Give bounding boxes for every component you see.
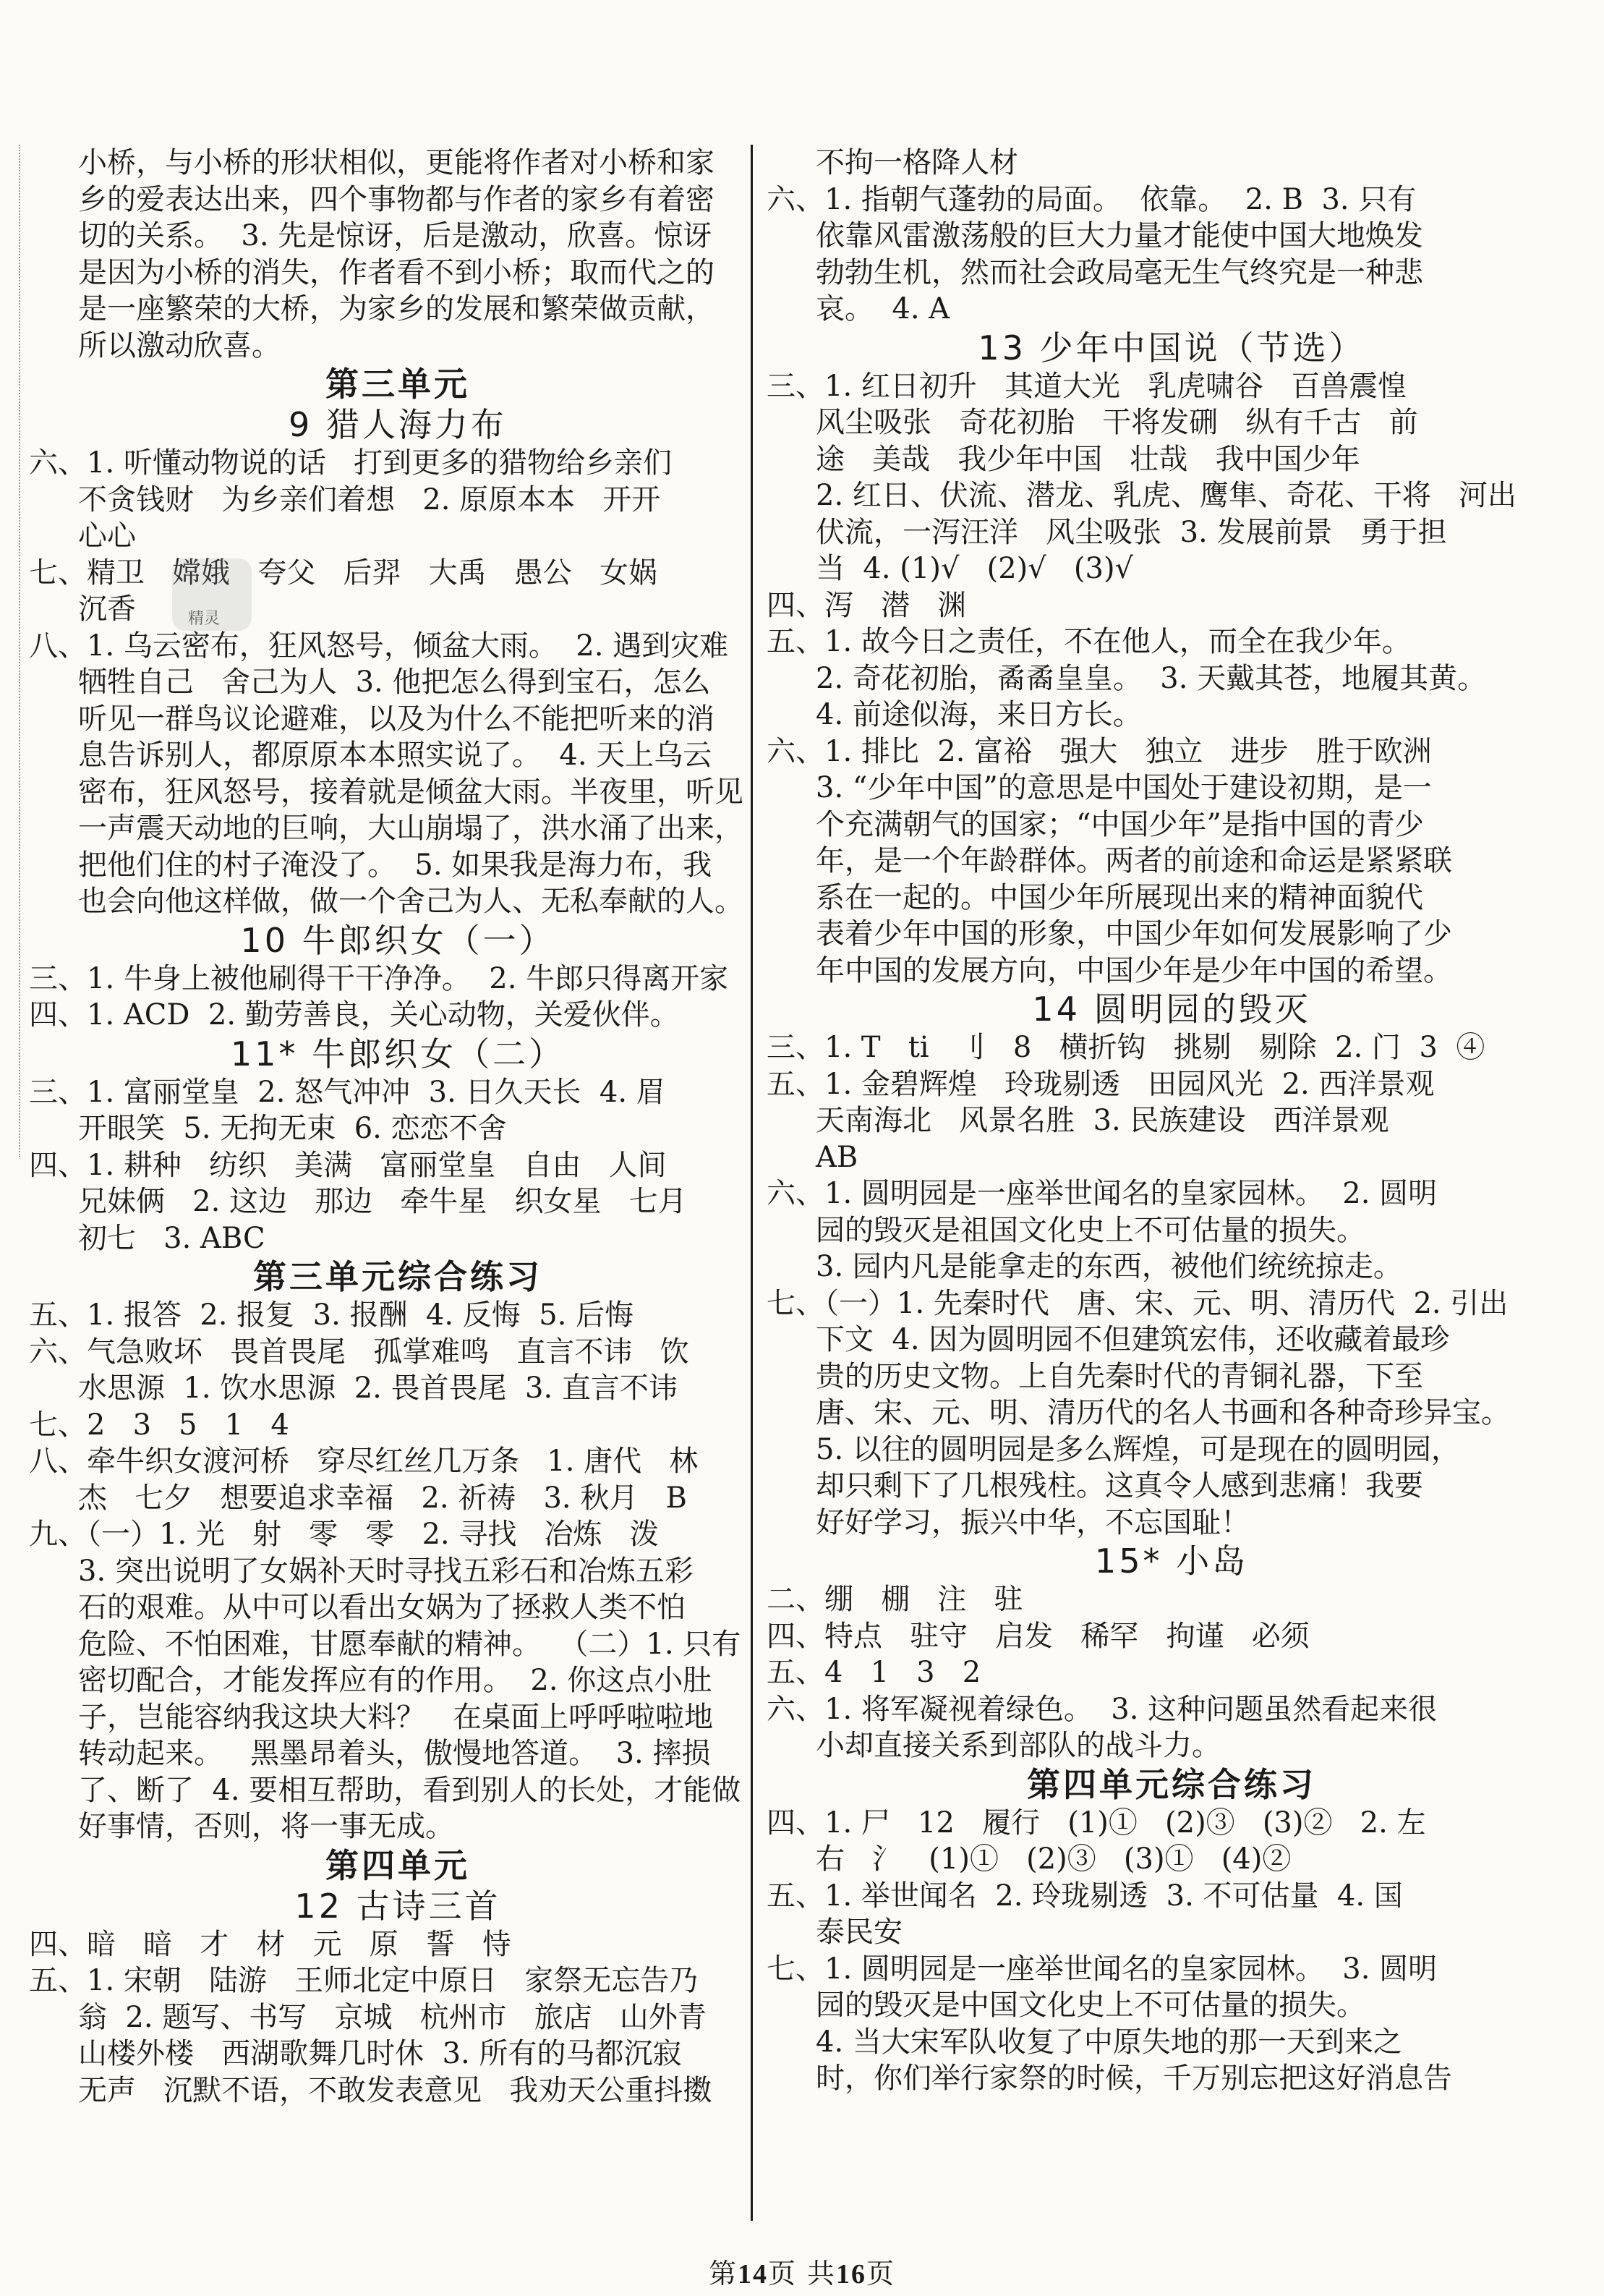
answer-line: 小桥，与小桥的形状相似，更能将作者对小桥和家 — [78, 146, 714, 179]
section-heading: 第四单元 — [325, 1845, 470, 1885]
answer-line: 开眼笑 5. 无拘无束 6. 恋恋不舍 — [78, 1112, 507, 1145]
lesson-title: 13 少年中国说（节选） — [978, 328, 1365, 367]
section-heading: 第三单元 — [325, 365, 470, 404]
answer-line: 六、1. 排比 2. 富裕 强大 独立 进步 胜于欧洲 — [767, 734, 1432, 768]
answer-line: AB — [816, 1140, 858, 1174]
answer-line: 也会向他这样做，做一个舍己为人、无私奉献的人。 — [78, 885, 743, 918]
answer-line: 是一座繁荣的大桥，为家乡的发展和繁荣做贡献， — [78, 292, 714, 326]
answer-line: 四、泻 潜 渊 — [767, 588, 967, 622]
footer-page-number: 14 — [737, 2259, 768, 2289]
answer-line: 不贪钱财 为乡亲们着想 2. 原原本本 开开 — [78, 482, 661, 516]
answer-line: 乡的爱表达出来，四个事物都与作者的家乡有着密 — [78, 182, 714, 216]
answer-line: 七、（一）1. 先秦时代 唐、宋、元、明、清历代 2. 引出 — [767, 1286, 1509, 1320]
answer-line: 六、1. 指朝气蓬勃的局面。 依靠。 2. B 3. 只有 — [767, 182, 1417, 216]
answer-line: 个充满朝气的国家；“中国少年”是指中国的青少 — [816, 807, 1424, 841]
footer-post: 页 — [866, 2258, 896, 2289]
answer-line: 七、2 3 5 1 4 — [29, 1408, 289, 1442]
answer-line: 当 4. (1)√ (2)√ (3)√ — [816, 552, 1134, 585]
answer-line: 却只剩下了几根残柱。这真令人感到悲痛！我要 — [816, 1469, 1423, 1502]
answer-line: 依靠风雷激荡般的巨大力量才能使中国大地焕发 — [816, 219, 1423, 252]
lesson-title: 10 牛郎织女（一） — [240, 920, 555, 960]
answer-line: 水思源 1. 饮水思源 2. 畏首畏尾 3. 直言不讳 — [78, 1372, 678, 1405]
answer-line: 年，是一个年龄群体。两者的前途和命运是紧紧联 — [816, 844, 1452, 877]
answer-line: 六、气急败坏 畏首畏尾 孤掌难鸣 直言不讳 饮 — [29, 1335, 689, 1369]
section-heading: 第四单元综合练习 — [1027, 1764, 1316, 1804]
answer-line: 无声 沉默不语，不敢发表意见 我劝天公重抖擞 — [78, 2073, 712, 2107]
answer-line: 2. 红日、伏流、潜龙、乳虎、鹰隼、奇花、干将 河出 — [816, 479, 1517, 512]
answer-line: 5. 以往的圆明园是多么辉煌，可是现在的圆明园， — [816, 1432, 1460, 1466]
answer-line: 四、1. 耕种 纺织 美满 富丽堂皇 自由 人间 — [29, 1148, 667, 1182]
answer-line: 八、1. 乌云密布，狂风怒号，倾盆大雨。 2. 遇到灾难 — [29, 629, 729, 663]
section-heading: 第三单元综合练习 — [253, 1257, 542, 1296]
lesson-title: 14 圆明园的毁灭 — [1032, 990, 1311, 1029]
answer-line: 三、1. 牛身上被他刷得干干净净。 2. 牛郎只得离开家 — [29, 961, 729, 995]
answer-line: 五、1. 金碧辉煌 玲珑剔透 田园风光 2. 西洋景观 — [767, 1067, 1435, 1101]
answer-line: 下文 4. 因为圆明园不但建筑宏伟，还收藏着最珍 — [816, 1323, 1450, 1356]
left-column — [29, 145, 767, 2109]
lesson-title: 9 猎人海力布 — [289, 405, 507, 444]
answer-line: 杰 七夕 想要追求幸福 2. 祈祷 3. 秋月 B — [78, 1481, 687, 1515]
answer-line: 天南海北 风景名胜 3. 民族建设 西洋景观 — [816, 1104, 1389, 1137]
lesson-title: 15* 小岛 — [1094, 1542, 1249, 1581]
answer-line: 听见一群鸟议论避难，以及为什么不能把听来的消 — [78, 702, 714, 736]
answer-line: 四、1. ACD 2. 勤劳善良，关心动物，关爱伙伴。 — [29, 998, 679, 1032]
answer-line: 山楼外楼 西湖歌舞几时休 3. 所有的马都沉寂 — [78, 2037, 682, 2070]
answer-line: 六、1. 圆明园是一座举世闻名的皇家园林。 2. 圆明 — [767, 1177, 1438, 1210]
answer-line: 3. “少年中国”的意思是中国处于建设初期，是一 — [816, 771, 1432, 804]
answer-line: 好事情，否则，将一事无成。 — [78, 1810, 454, 1843]
answer-line: 五、1. 举世闻名 2. 玲珑剔透 3. 不可估量 4. 国 — [767, 1879, 1403, 1913]
answer-line: 七、1. 圆明园是一座举世闻名的皇家园林。 3. 圆明 — [767, 1952, 1438, 1986]
answer-line: 好好学习，振兴中华，不忘国耻！ — [816, 1505, 1250, 1539]
answer-line: 表着少年中国的形象，中国少年如何发展影响了少 — [816, 917, 1452, 951]
answer-line: 一声震天动地的巨响，大山崩塌了，洪水涌了出来， — [78, 812, 743, 845]
right-column — [767, 145, 1577, 2097]
answer-line: 小却直接关系到部队的战斗力。 — [816, 1729, 1221, 1762]
answer-line: 六、1. 听懂动物说的话 打到更多的猎物给乡亲们 — [29, 446, 673, 480]
answer-line: 五、4 1 3 2 — [767, 1656, 981, 1689]
answer-line: 翁 2. 题写、书写 京城 杭州市 旅店 山外青 — [78, 2000, 707, 2034]
lesson-title: 11* 牛郎织女（二） — [230, 1034, 566, 1073]
answer-line: 时，你们举行家祭的时候，千万别忘把这好消息告 — [816, 2062, 1452, 2095]
answer-line: 七、精卫 嫦娥 夸父 后羿 大禹 愚公 女娲 — [29, 556, 657, 590]
answer-line: 子，岂能容纳我这块大料？ 在桌面上呼呼啦啦地 — [78, 1700, 714, 1734]
binding-edge — [0, 145, 20, 1157]
answer-line: 密切配合，才能发挥应有的作用。 2. 你这点小肚 — [78, 1664, 712, 1697]
lesson-title: 12 古诗三首 — [294, 1886, 501, 1926]
answer-line: 六、1. 将军凝视着绿色。 3. 这种问题虽然看起来很 — [767, 1692, 1438, 1726]
answer-line: 初七 3. ABC — [78, 1221, 265, 1255]
answer-line: 三、1. 红日初升 其道大光 乳虎啸谷 百兽震惶 — [767, 369, 1407, 403]
answer-line: 切的关系。 3. 先是惊讶，后是激动，欣喜。惊讶 — [78, 219, 712, 252]
answer-line: 转动起来。 黑墨昂着头，傲慢地答道。 3. 摔损 — [78, 1737, 711, 1770]
answer-line: 贵的历史文物。上自先秦时代的青铜礼器，下至 — [816, 1359, 1423, 1393]
footer-pre: 第 — [708, 2258, 738, 2289]
answer-line: 是因为小桥的消失，作者看不到小桥；取而代之的 — [78, 255, 714, 289]
answer-line: 五、1. 宋朝 陆游 王师北定中原日 家祭无忘告乃 — [29, 1964, 699, 1997]
answer-line: 所以激动欣喜。 — [78, 328, 281, 362]
watermark-stamp: 精灵 — [172, 558, 252, 631]
answer-line: 4. 前途似海，来日方长。 — [816, 698, 1142, 731]
answer-line: 唐、宋、元、明、清历代的名人书画和各种奇珍异宝。 — [816, 1396, 1510, 1429]
answer-line: 系在一起的。中国少年所展现出来的精神面貌代 — [816, 880, 1423, 914]
answer-line: 风尘吸张 奇花初胎 干将发硎 纵有千古 前 — [816, 406, 1418, 439]
answer-line: 危险、不怕困难，甘愿奉献的精神。 （二）1. 只有 — [78, 1627, 741, 1661]
answer-line: 园的毁灭是祖国文化史上不可估量的损失。 — [816, 1213, 1365, 1247]
answer-line: 右 氵 (1)① (2)③ (3)① (4)② — [816, 1842, 1292, 1876]
answer-line: 石的艰难。从中可以看出女娲为了拯救人类不怕 — [78, 1591, 686, 1624]
answer-line: 心心 — [78, 519, 136, 553]
answer-line: 兄妹俩 2. 这边 那边 牵牛星 织女星 七月 — [78, 1185, 687, 1218]
answer-line: 哀。 4. A — [816, 292, 950, 326]
answer-line: 密布，狂风怒号，接着就是倾盆大雨。半夜里，听见 — [78, 775, 743, 809]
answer-line: 泰民安 — [816, 1916, 903, 1949]
answer-line: 勃勃生机，然而社会政局毫无生气终究是一种悲 — [816, 255, 1423, 289]
answer-line: 九、（一）1. 光 射 零 零 2. 寻找 冶炼 泼 — [29, 1518, 659, 1551]
answer-line: 3. 园内凡是能拿走的东西，被他们统统掠走。 — [816, 1250, 1402, 1283]
answer-line: 八、牵牛织女渡河桥 穿尽红丝几万条 1. 唐代 林 — [29, 1445, 699, 1478]
page-footer — [0, 2251, 1604, 2291]
answer-line: 五、1. 故今日之责任，不在他人，而全在我少年。 — [767, 625, 1411, 658]
footer-mid: 页 共 — [767, 2258, 837, 2289]
answer-line: 五、1. 报答 2. 报复 3. 报酬 4. 反悔 5. 后悔 — [29, 1298, 634, 1332]
answer-line: 3. 突出说明了女娲补天时寻找五彩石和冶炼五彩 — [78, 1554, 694, 1588]
footer-total-pages: 16 — [836, 2259, 867, 2289]
answer-line: 年中国的发展方向，中国少年是少年中国的希望。 — [816, 953, 1452, 987]
answer-line: 息告诉别人，都原原本本照实说了。 4. 天上乌云 — [78, 739, 712, 772]
answer-line: 三、1. 富丽堂皇 2. 怒气冲冲 3. 日久天长 4. 眉 — [29, 1075, 665, 1109]
answer-line: 伏流，一泻汪洋 风尘吸张 3. 发展前景 勇于担 — [816, 515, 1447, 549]
answer-line: 四、1. 尸 12 履行 (1)① (2)③ (3)② 2. 左 — [767, 1806, 1426, 1840]
answer-line: 四、暗 暗 才 材 元 原 誓 恃 — [29, 1927, 512, 1961]
answer-line: 4. 当大宋军队收复了中原失地的那一天到来之 — [816, 2025, 1402, 2059]
answer-line: 牺牲自己 舍己为人 3. 他把怎么得到宝石，怎么 — [78, 666, 711, 699]
answer-line: 四、特点 驻守 启发 稀罕 拘谨 必须 — [767, 1619, 1310, 1653]
answer-line: 2. 奇花初胎，矞矞皇皇。 3. 天戴其苍，地履其黄。 — [816, 661, 1487, 695]
answer-line: 园的毁灭是中国文化史上不可估量的损失。 — [816, 1989, 1365, 2022]
answer-line: 沉香 — [78, 592, 136, 626]
answer-line: 三、1. T ti 刂 8 横折钩 挑剔 剔除 2. 门 3 ④ — [767, 1031, 1485, 1064]
answer-line: 了、断了 4. 要相互帮助，看到别人的长处，才能做 — [78, 1773, 741, 1807]
answer-line: 不拘一格降人材 — [816, 146, 1018, 179]
answer-line: 二、绷 棚 注 驻 — [767, 1583, 1023, 1616]
answer-line: 把他们住的村子淹没了。 5. 如果我是海力布，我 — [78, 848, 712, 882]
answer-line: 途 美哉 我少年中国 壮哉 我中国少年 — [816, 442, 1360, 476]
